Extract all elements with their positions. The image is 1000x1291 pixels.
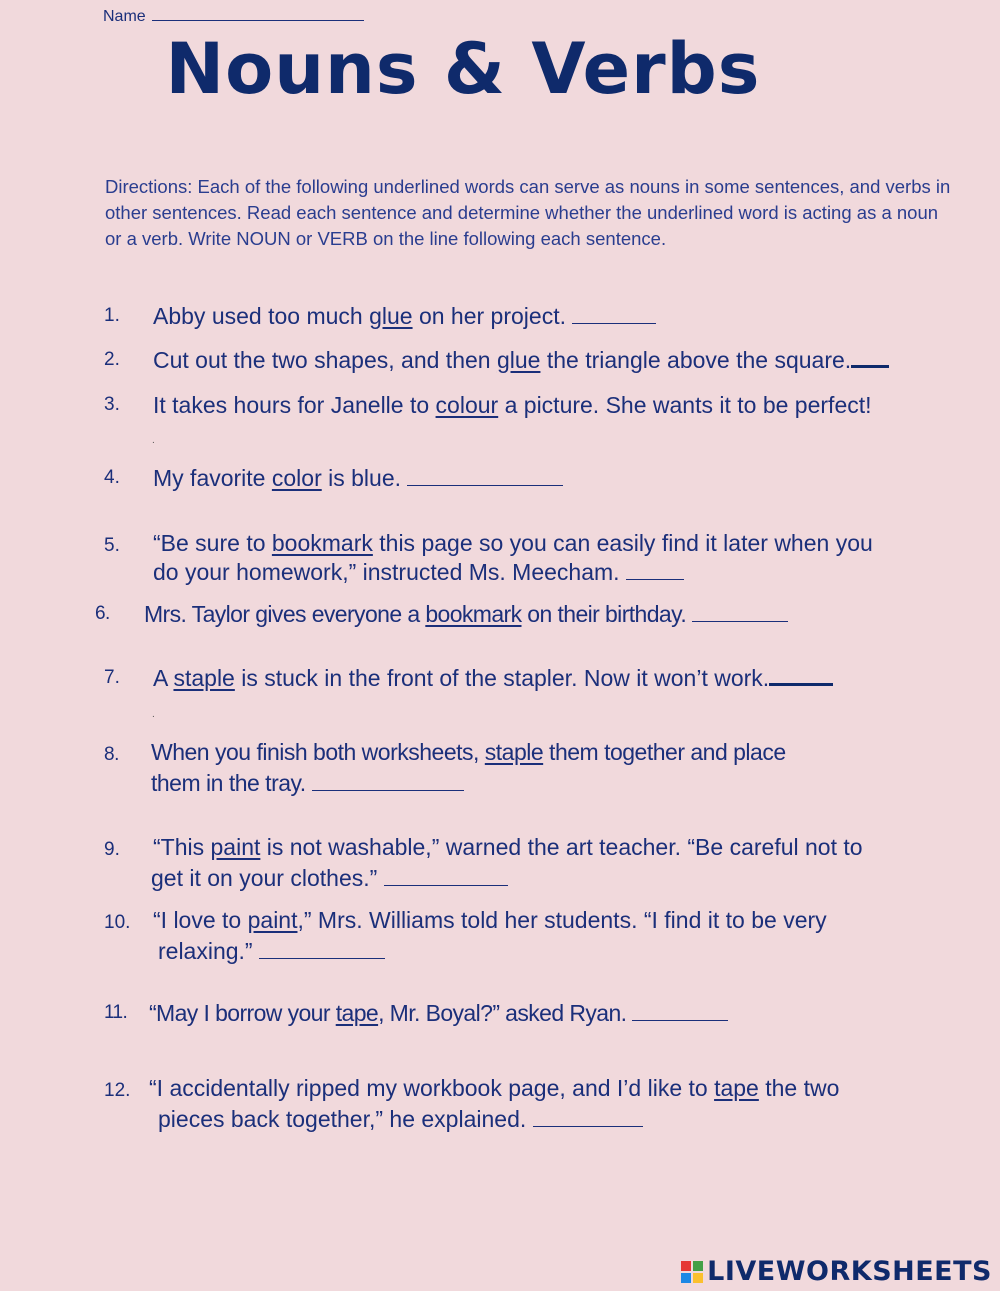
name-field — [103, 6, 364, 26]
question-number: 6. — [95, 603, 110, 624]
question-line: Cut out the two shapes, and then glue the triangle above the square. — [153, 347, 889, 374]
question-line-2: get it on your clothes.” — [151, 863, 863, 894]
question-5 — [104, 529, 873, 587]
underlined-word: paint — [210, 834, 261, 860]
question-number: 1. — [104, 305, 120, 326]
underlined-word: bookmark — [271, 530, 373, 556]
liveworksheets-logo — [681, 1256, 992, 1287]
question-line: “Be sure to bookmark this page so you can easily find it later when you — [153, 530, 873, 556]
question-line: Abby used too much glue on her project. — [153, 303, 656, 330]
name-blank-line[interactable] — [152, 6, 364, 21]
question-line: “May I borrow your tape, Mr. Boyal?” asked Ryan. — [149, 1000, 728, 1027]
underlined-word: staple — [484, 739, 544, 765]
question-line: It takes hours for Janelle to colour a picture. She wants it to be perfect! — [153, 392, 872, 418]
question-11 — [104, 1000, 728, 1027]
question-9 — [104, 832, 863, 894]
question-number: 5. — [104, 535, 120, 556]
question-line-2: pieces back together,” he explained. — [158, 1104, 839, 1135]
underlined-word: paint — [247, 907, 298, 933]
question-number: 8. — [104, 744, 119, 765]
live-logo-icon — [681, 1261, 703, 1283]
answer-blank[interactable] — [692, 603, 788, 622]
answer-blank[interactable] — [626, 561, 684, 580]
question-3 — [104, 392, 872, 419]
question-10 — [104, 905, 827, 967]
question-7 — [104, 665, 833, 692]
question-number: 2. — [104, 349, 120, 370]
answer-blank[interactable] — [384, 867, 508, 886]
question-line: “This paint is not washable,” warned the art teacher. “Be careful not to — [153, 834, 863, 860]
stray-dot: . — [152, 435, 155, 446]
answer-blank[interactable] — [312, 772, 464, 791]
answer-blank[interactable] — [572, 305, 656, 324]
question-number: 12. — [104, 1080, 131, 1101]
underlined-word: color — [271, 465, 322, 491]
stray-dot: . — [152, 709, 155, 720]
underlined-word: glue — [496, 347, 541, 373]
question-number: 9. — [104, 839, 120, 860]
question-line-2: do your homework,” instructed Ms. Meecham. — [153, 558, 873, 587]
question-line-2: relaxing.” — [158, 936, 827, 967]
question-number: 3. — [104, 394, 120, 415]
question-line-2: them in the tray. — [151, 768, 786, 799]
question-2 — [104, 347, 889, 374]
question-6 — [95, 601, 788, 628]
underlined-word: tape — [714, 1075, 759, 1101]
question-8 — [104, 737, 786, 799]
answer-blank[interactable] — [851, 347, 889, 368]
underlined-word: bookmark — [425, 601, 522, 627]
underlined-word: tape — [335, 1000, 379, 1026]
question-line: A staple is stuck in the front of the stapler. Now it won’t work. — [153, 665, 833, 692]
page-title: Nouns & Verbs — [165, 28, 761, 110]
question-number: 11. — [104, 1002, 128, 1023]
answer-blank[interactable] — [407, 467, 563, 486]
question-1 — [104, 303, 656, 330]
answer-blank[interactable] — [769, 665, 833, 686]
question-number: 4. — [104, 467, 120, 488]
question-number: 7. — [104, 667, 120, 688]
question-line: “I love to paint,” Mrs. Williams told her students. “I find it to be very — [153, 907, 827, 933]
underlined-word: staple — [173, 665, 235, 691]
name-label: Name — [103, 8, 146, 25]
answer-blank[interactable] — [533, 1108, 643, 1127]
question-line: “I accidentally ripped my workbook page, and I’d like to tape the two — [149, 1075, 840, 1101]
logo-text: LIVEWORKSHEETS — [707, 1256, 992, 1287]
question-line: When you finish both worksheets, staple them together and place — [151, 739, 786, 765]
underlined-word: colour — [435, 392, 499, 418]
directions-text: Directions: Each of the following underlined words can serve as nouns in some sentences, and verbs in other sentences. Read each sentence and determine whether the underlined word is acting as a noun or a verb. Write NOUN or VERB on the line following each sentence. — [105, 176, 951, 249]
question-number: 10. — [104, 912, 131, 933]
answer-blank[interactable] — [632, 1002, 728, 1021]
question-4 — [104, 465, 563, 492]
underlined-word: glue — [369, 303, 413, 329]
question-line: Mrs. Taylor gives everyone a bookmark on their birthday. — [144, 601, 788, 628]
answer-blank[interactable] — [259, 940, 385, 959]
question-12 — [104, 1073, 839, 1135]
question-line: My favorite color is blue. — [153, 465, 563, 492]
